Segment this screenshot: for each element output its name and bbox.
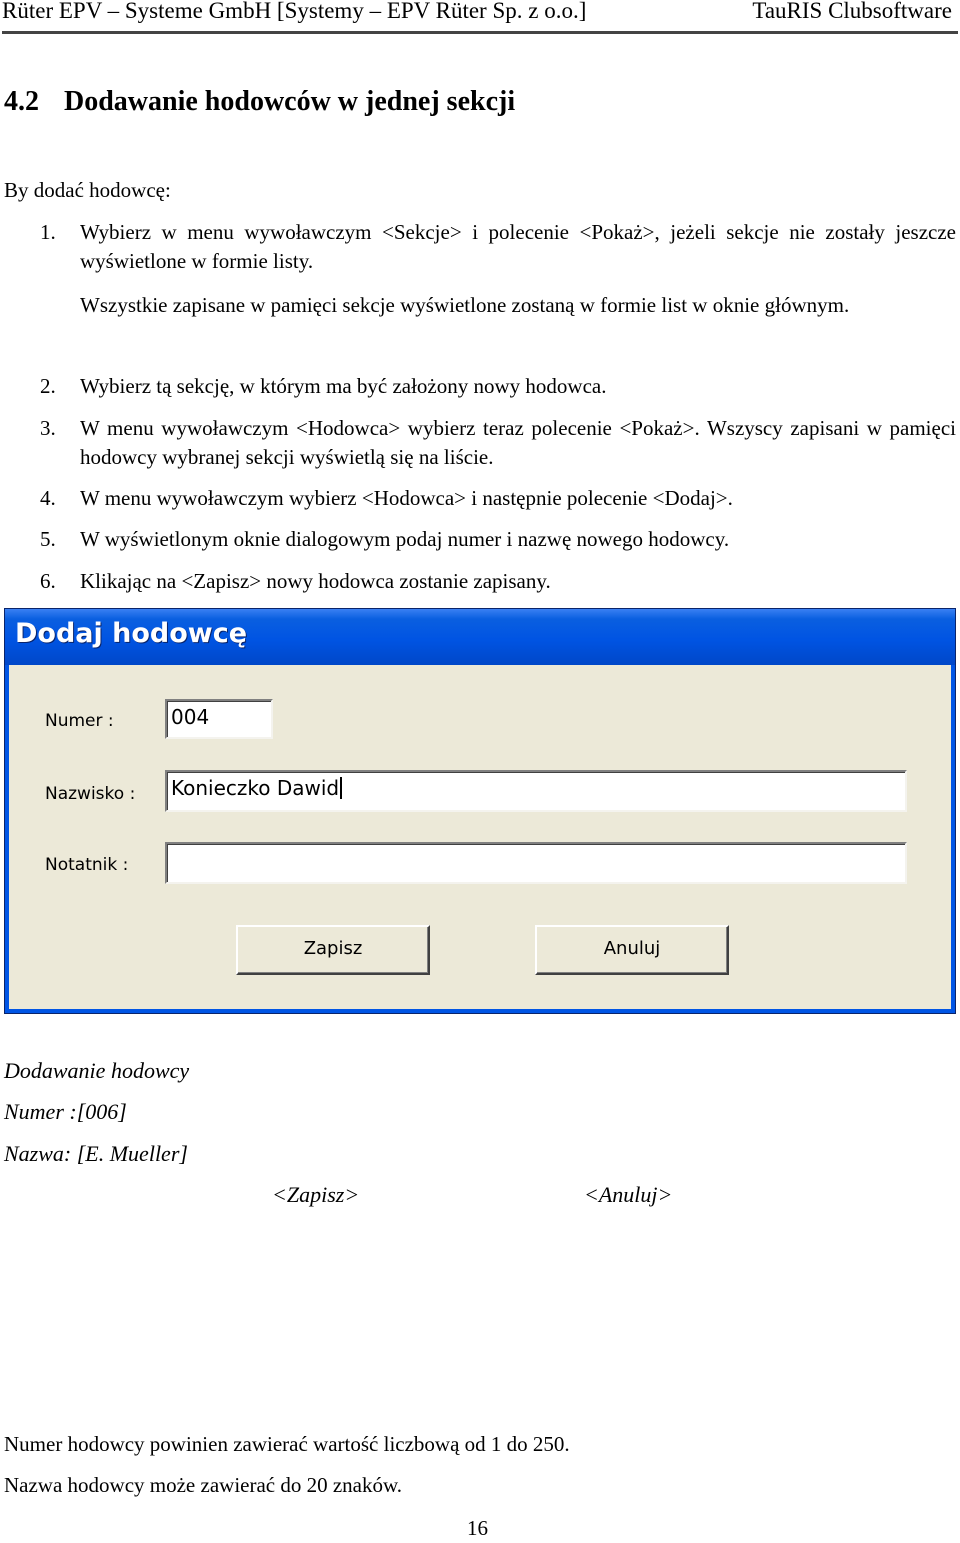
step-number: 3. [40,416,56,440]
header-product: TauRIS Clubsoftware [752,0,952,23]
numer-value: 004 [171,705,210,729]
dialog-frame [5,665,955,1013]
page-header [0,0,960,36]
header-company: Rüter EPV – Systeme GmbH [Systemy – EPV Rüter Sp. z o.o.] [2,0,587,23]
footer-note: Numer hodowcy powinien zawierać wartość liczbową od 1 do 250. [4,1432,570,1456]
text-caret [340,777,342,799]
step-number: 1. [40,220,56,244]
step-text: W menu wywoławczym wybierz <Hodowca> i następnie polecenie <Dodaj>. [80,486,733,510]
step-note: Wszystkie zapisane w pamięci sekcje wyświetlone zostaną w formie list w oknie głównym. [80,293,850,317]
caption-anuluj: <Anuluj> [584,1182,673,1207]
step-number: 2. [40,374,56,398]
nazwisko-input[interactable] [165,770,907,812]
dialog-titlebar [5,609,955,665]
numer-input[interactable] [165,699,273,739]
step-number: 4. [40,486,56,510]
notatnik-label: Notatnik : [45,855,129,875]
step-text: Wybierz tą sekcję, w którym ma być założony nowy hodowca. [80,374,607,398]
header-rule [2,31,958,34]
step-text: W menu wywoławczym <Hodowca> wybierz teraz polecenie <Pokaż>. Wszyscy zapisani w pamięci hodowcy wybranej sekcji wyświetlą się na liście. [80,416,956,469]
section-title: Dodawanie hodowców w jednej sekcji [64,86,516,117]
page-number: 16 [467,1516,488,1540]
step-text: Klikając na <Zapisz> nowy hodowca zostanie zapisany. [80,569,551,593]
caption-title: Dodawanie hodowcy [4,1058,190,1083]
numer-label: Numer : [45,711,114,731]
nazwisko-value: Konieczko Dawid [171,776,340,800]
section-number: 4.2 [4,86,39,117]
add-breeder-dialog [4,608,956,1014]
section-heading [4,86,515,118]
intro-text: By dodać hodowcę: [4,178,171,202]
cancel-button[interactable]: Anuluj [535,925,729,975]
step-number: 6. [40,569,56,593]
save-button[interactable]: Zapisz [236,925,430,975]
nazwisko-label: Nazwisko : [45,784,136,804]
caption-numer: Numer :[006] [4,1099,127,1124]
footer-note: Nazwa hodowcy może zawierać do 20 znaków. [4,1473,403,1497]
step-text: Wybierz w menu wywoławczym <Sekcje> i polecenie <Pokaż>, jeżeli sekcje nie zostały jeszcze wyświetlone w formie listy. [80,220,956,273]
step-number: 5. [40,527,56,551]
caption-nazwa: Nazwa: [E. Mueller] [4,1141,188,1166]
notatnik-input[interactable] [165,842,907,884]
dialog-title: Dodaj hodowcę [15,618,248,649]
caption-zapisz: <Zapisz> [272,1182,360,1207]
step-text: W wyświetlonym oknie dialogowym podaj numer i nazwę nowego hodowcy. [80,527,730,551]
